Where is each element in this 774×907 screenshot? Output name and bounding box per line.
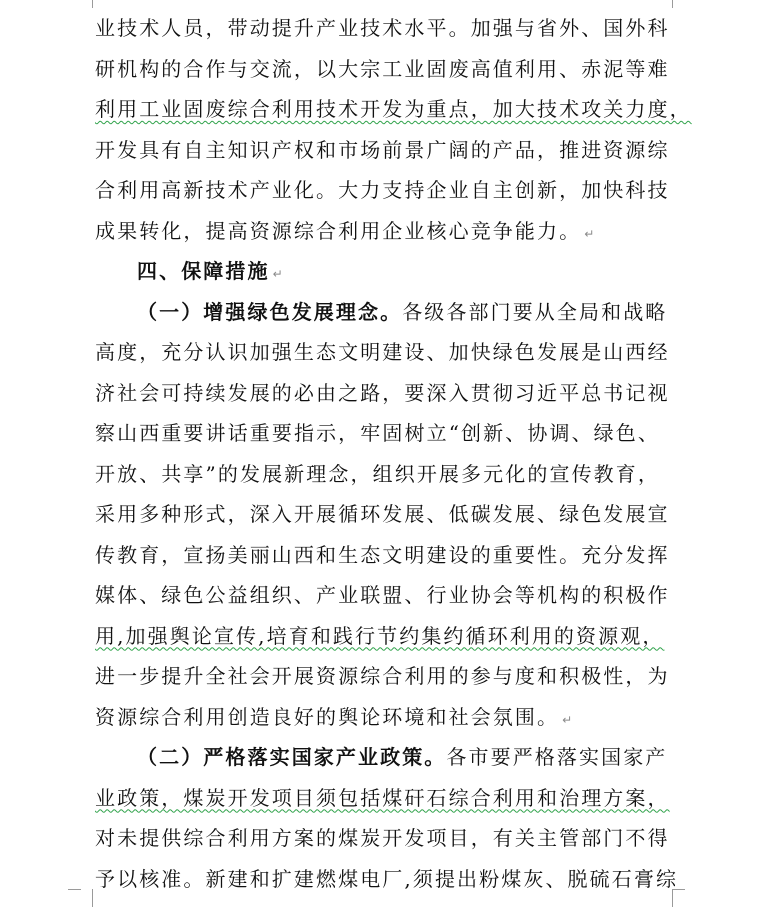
text-line: 业技术人员，带动提升产业技术水平。加强与省外、国外科	[95, 16, 670, 40]
text-line: 采用多种形式，深入开展循环发展、低碳发展、绿色发展宣	[95, 502, 670, 526]
paragraph-mark-icon: ↵	[562, 712, 573, 727]
crop-mark-top-right	[672, 0, 685, 8]
text-line: 予以核准。新建和扩建燃煤电厂,须提出粉煤灰、脱硫石膏综	[95, 866, 679, 891]
text-line: 进一步提升全社会开展资源综合利用的参与度和积极性，为	[95, 664, 670, 688]
crop-mark-top-left	[80, 0, 93, 8]
crop-mark-bottom-left	[80, 889, 93, 907]
paragraph-title: （二）严格落实国家产业政策。	[137, 745, 447, 769]
crop-mark-bottom-right	[672, 889, 685, 907]
text-line	[95, 89, 692, 130]
text-line: 高度，充分认识加强生态文明建设、加快绿色发展是山西经	[95, 340, 670, 364]
text-line: 传教育，宣扬美丽山西和生态文明建设的重要性。充分发挥	[95, 542, 670, 567]
text-line	[95, 778, 670, 819]
text-line	[95, 49, 670, 90]
paragraph-title: （一）增强绿色发展理念。	[137, 299, 403, 324]
text-span: 各级各部门要从全局和战略	[402, 299, 668, 324]
text-span: 研机构的合作与交流，以大宗工业固废高值利用、赤泥等难	[95, 56, 670, 81]
text-line: 开放、共享”的发展新理念，组织开展多元化的宣传教育，	[95, 461, 660, 486]
text-line: 济社会可持续发展的必由之路，要深入贯彻习近平总书记视	[95, 380, 670, 405]
paragraph-mark-icon: ↵	[584, 226, 595, 241]
text-line: 媒体、绿色公益组织、产业联盟、行业协会等机构的积极作	[95, 583, 670, 607]
text-span: 利用工业固废综合利用技术开发为重点，加大技术攻关力度，	[95, 97, 692, 121]
document-body[interactable]	[95, 8, 692, 899]
paragraph-mark-icon: ↵	[272, 267, 283, 281]
text-span: 成果转化，提高资源综合利用企业核心竞争能力。	[95, 218, 582, 243]
text-span: 用,加强舆论宣传,培育和践行节约集约循环利用的资源观，	[95, 623, 665, 648]
text-line: 对未提供综合利用方案的煤炭开发项目，有关主管部门不得	[95, 826, 670, 850]
text-line: 开发具有自主知识产权和市场前景广阔的产品，推进资源综	[95, 137, 670, 162]
text-line: 察山西重要讲话重要指示，牢固树立“创新、协调、绿色、	[95, 421, 660, 445]
text-line	[95, 211, 660, 252]
text-line: 合利用高新技术产业化。大力支持企业自主创新，加快科技	[95, 178, 670, 202]
text-span: 各市要严格落实国家产	[446, 745, 668, 769]
section-heading	[95, 251, 660, 292]
section-heading-text: 四、保障措施	[137, 259, 270, 283]
paragraph-first-line	[95, 737, 668, 778]
paragraph-first-line	[95, 292, 668, 333]
crop-mark-bottom-left-horizontal	[68, 889, 81, 890]
text-line	[95, 616, 665, 657]
text-line	[95, 697, 660, 738]
text-span: 业政策，煤炭开发项目须包括煤矸石综合利用和治理方案，	[95, 785, 670, 810]
text-span: 资源综合利用创造良好的舆论环境和社会氛围。	[95, 704, 560, 729]
